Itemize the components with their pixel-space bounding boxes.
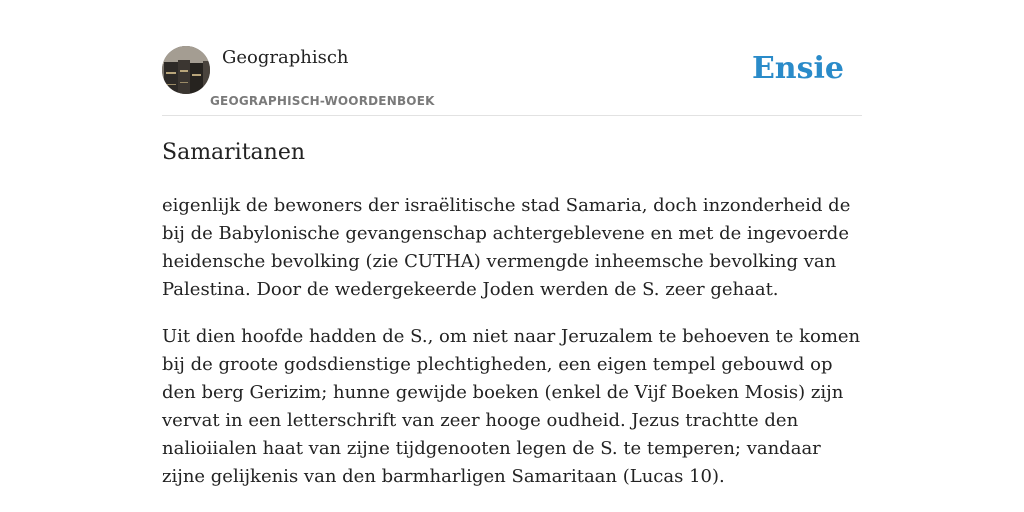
- publication-subtitle[interactable]: GEOGRAPHISCH-WOORDENBOEK: [210, 94, 435, 108]
- publication-avatar[interactable]: [162, 46, 210, 94]
- entry-paragraph: eigenlijk de bewoners der israëlitische stad Samaria, doch inzonderheid de bij de Babylonische gevangenschap achtergeblevene en met de ingevoerde heidensche bevolking (zie CUTHA) vermengde inheemsche bevolking van Palestina. Door de wedergekeerde Joden werden de S. zeer gehaat.: [162, 195, 851, 300]
- entry-paragraph: Uit dien hoofde hadden de S., om niet naar Jeruzalem te behoeven te komen bij de groote godsdienstige plechtigheden, een eigen tempel gebouwd op den berg Gerizim; hunne gewijde boeken (enkel de Vijf Boeken Mosis) zijn vervat in een letterschrift van zeer hooge oudheid. Jezus trachtte den nalioiialen haat van zijne tijdgenooten legen de S. te temperen; vandaar zijne gelijkenis van den barmharligen Samaritaan (Lucas 10).: [162, 326, 861, 487]
- header-divider: [162, 115, 862, 116]
- ensie-logo-link[interactable]: Ensie: [751, 51, 844, 86]
- entry-body: [162, 192, 862, 510]
- publication-title[interactable]: Geographisch: [222, 47, 349, 68]
- publication-header: [162, 46, 862, 116]
- book-spines-icon: [162, 46, 210, 94]
- entry-title: Samaritanen: [162, 140, 306, 165]
